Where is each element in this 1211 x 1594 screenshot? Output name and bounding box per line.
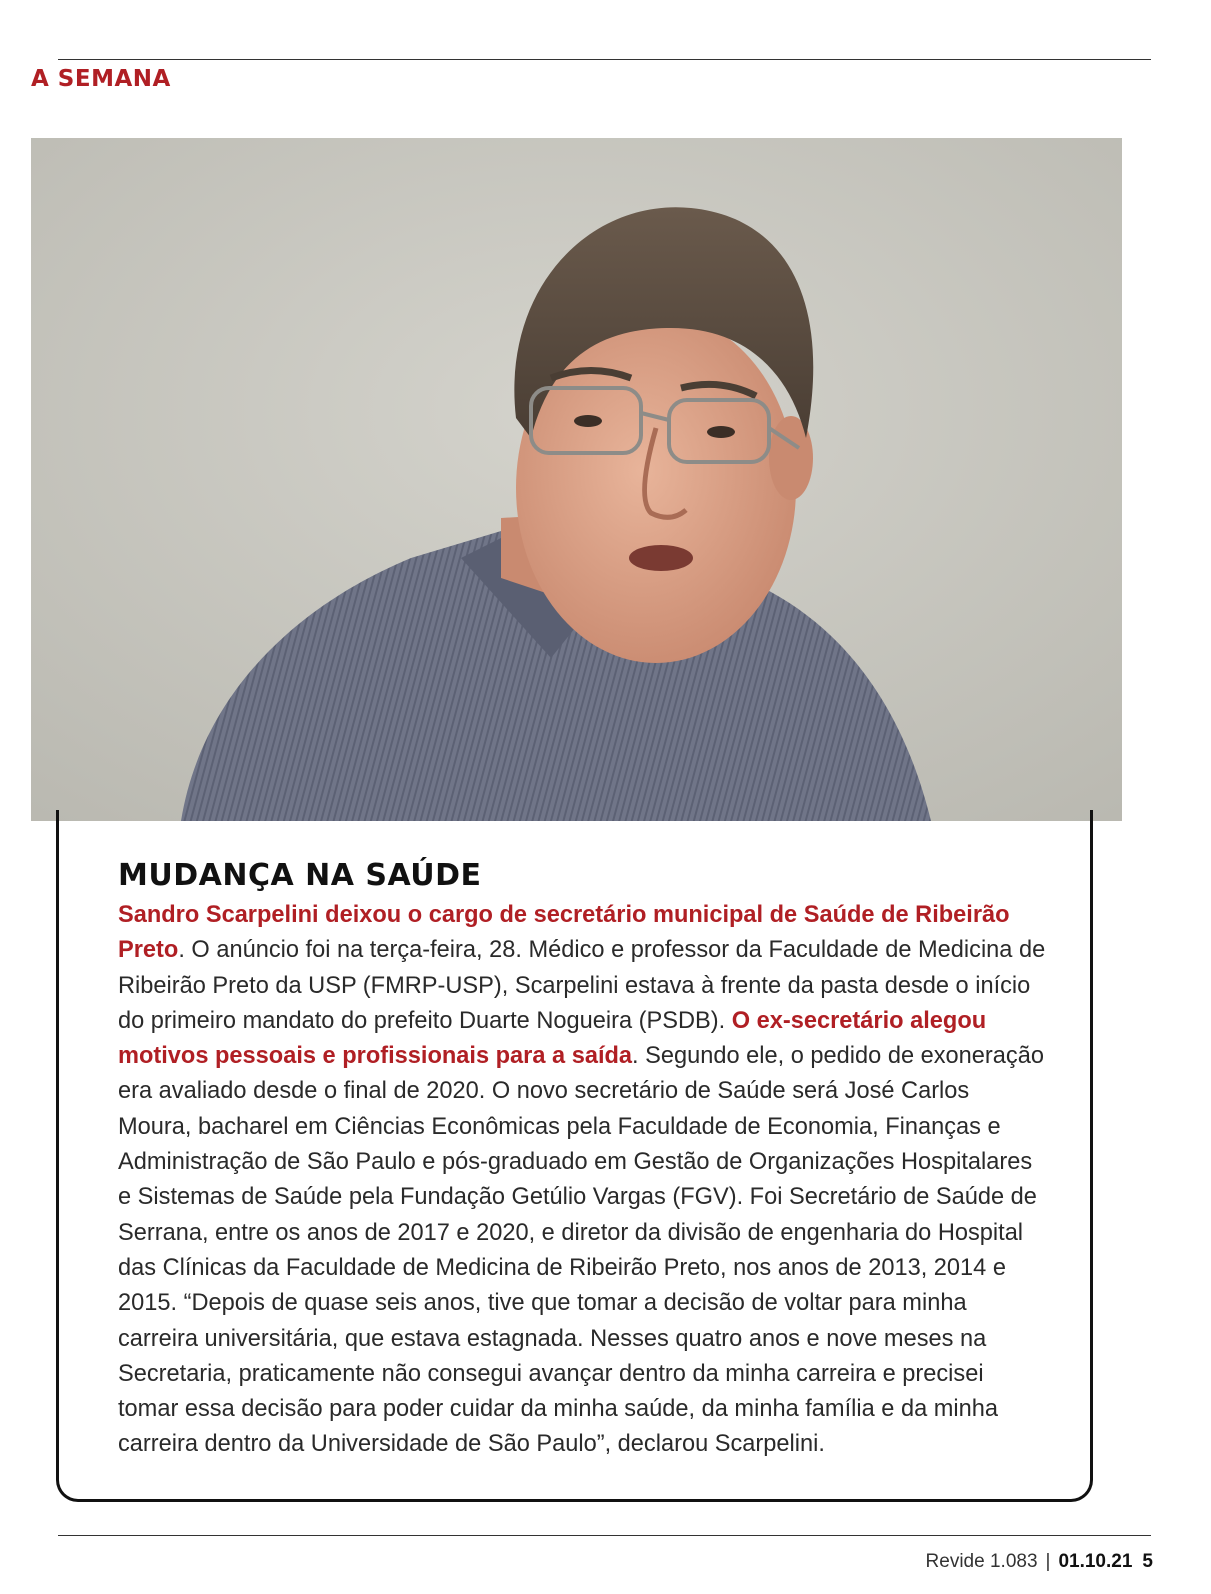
article-body [118,898,1048,1463]
issue-date: 01.10.21 [1058,1551,1133,1572]
article-photo [31,138,1122,821]
article-headline: MUDANÇA NA SAÚDE [118,858,482,893]
top-rule [58,59,1151,60]
section-label: A SEMANA [31,66,171,92]
lead-highlight: Sandro Scarpelini deixou o cargo de secretário municipal de Saúde de Ribeirão Preto [118,902,1010,964]
secondary-highlight: O ex-secretário alegou motivos pessoais e profissionais para a saída [118,1007,987,1070]
body-text-part-2: . Segundo ele, o pedido de exoneração era avaliado desde o final de 2020. O novo secretário de Saúde será José Carlos Moura, bacharel em Ciências Econômicas pela Faculdade de Economia, Finanças e Administração de São Paulo e pós-graduado em Gestão de Organizações Hospitalares e Sistemas de Saúde pela Fundação Getúlio Vargas (FGV). Foi Secretário de Saúde de Serrana, entre os anos de 2017 e 2020, e diretor da divisão de engenharia do Hospital das Clínicas da Faculdade de Medicina de Ribeirão Preto, nos anos de 2013, 2014 e 2015. “Depois de quase seis anos, tive que tomar a decisão de voltar para minha carreira universitária, que estava estagnada. Nesses quatro anos e nove meses na Secretaria, praticamente não consegui avançar dentro da minha carreira e precisei tomar essa decisão para poder cuidar da minha saúde, da minha família e da minha carreira dentro da Universidade de São Paulo”, declarou Scarpelini. [118,1043,1044,1458]
publication-name: Revide 1.083 [925,1551,1038,1572]
bottom-rule [58,1535,1151,1536]
body-text-part-1: . O anúncio foi na terça-feira, 28. Médico e professor da Faculdade de Medicina de Ribeirão Preto da USP (FMRP-USP), Scarpelini estava à frente da pasta desde o início do primeiro mandato do prefeito Duarte Nogueira (PSDB). [118,937,1046,1034]
page-number: 5 [1142,1551,1153,1572]
page-footer [926,1551,1153,1573]
footer-separator: | [1045,1551,1051,1572]
